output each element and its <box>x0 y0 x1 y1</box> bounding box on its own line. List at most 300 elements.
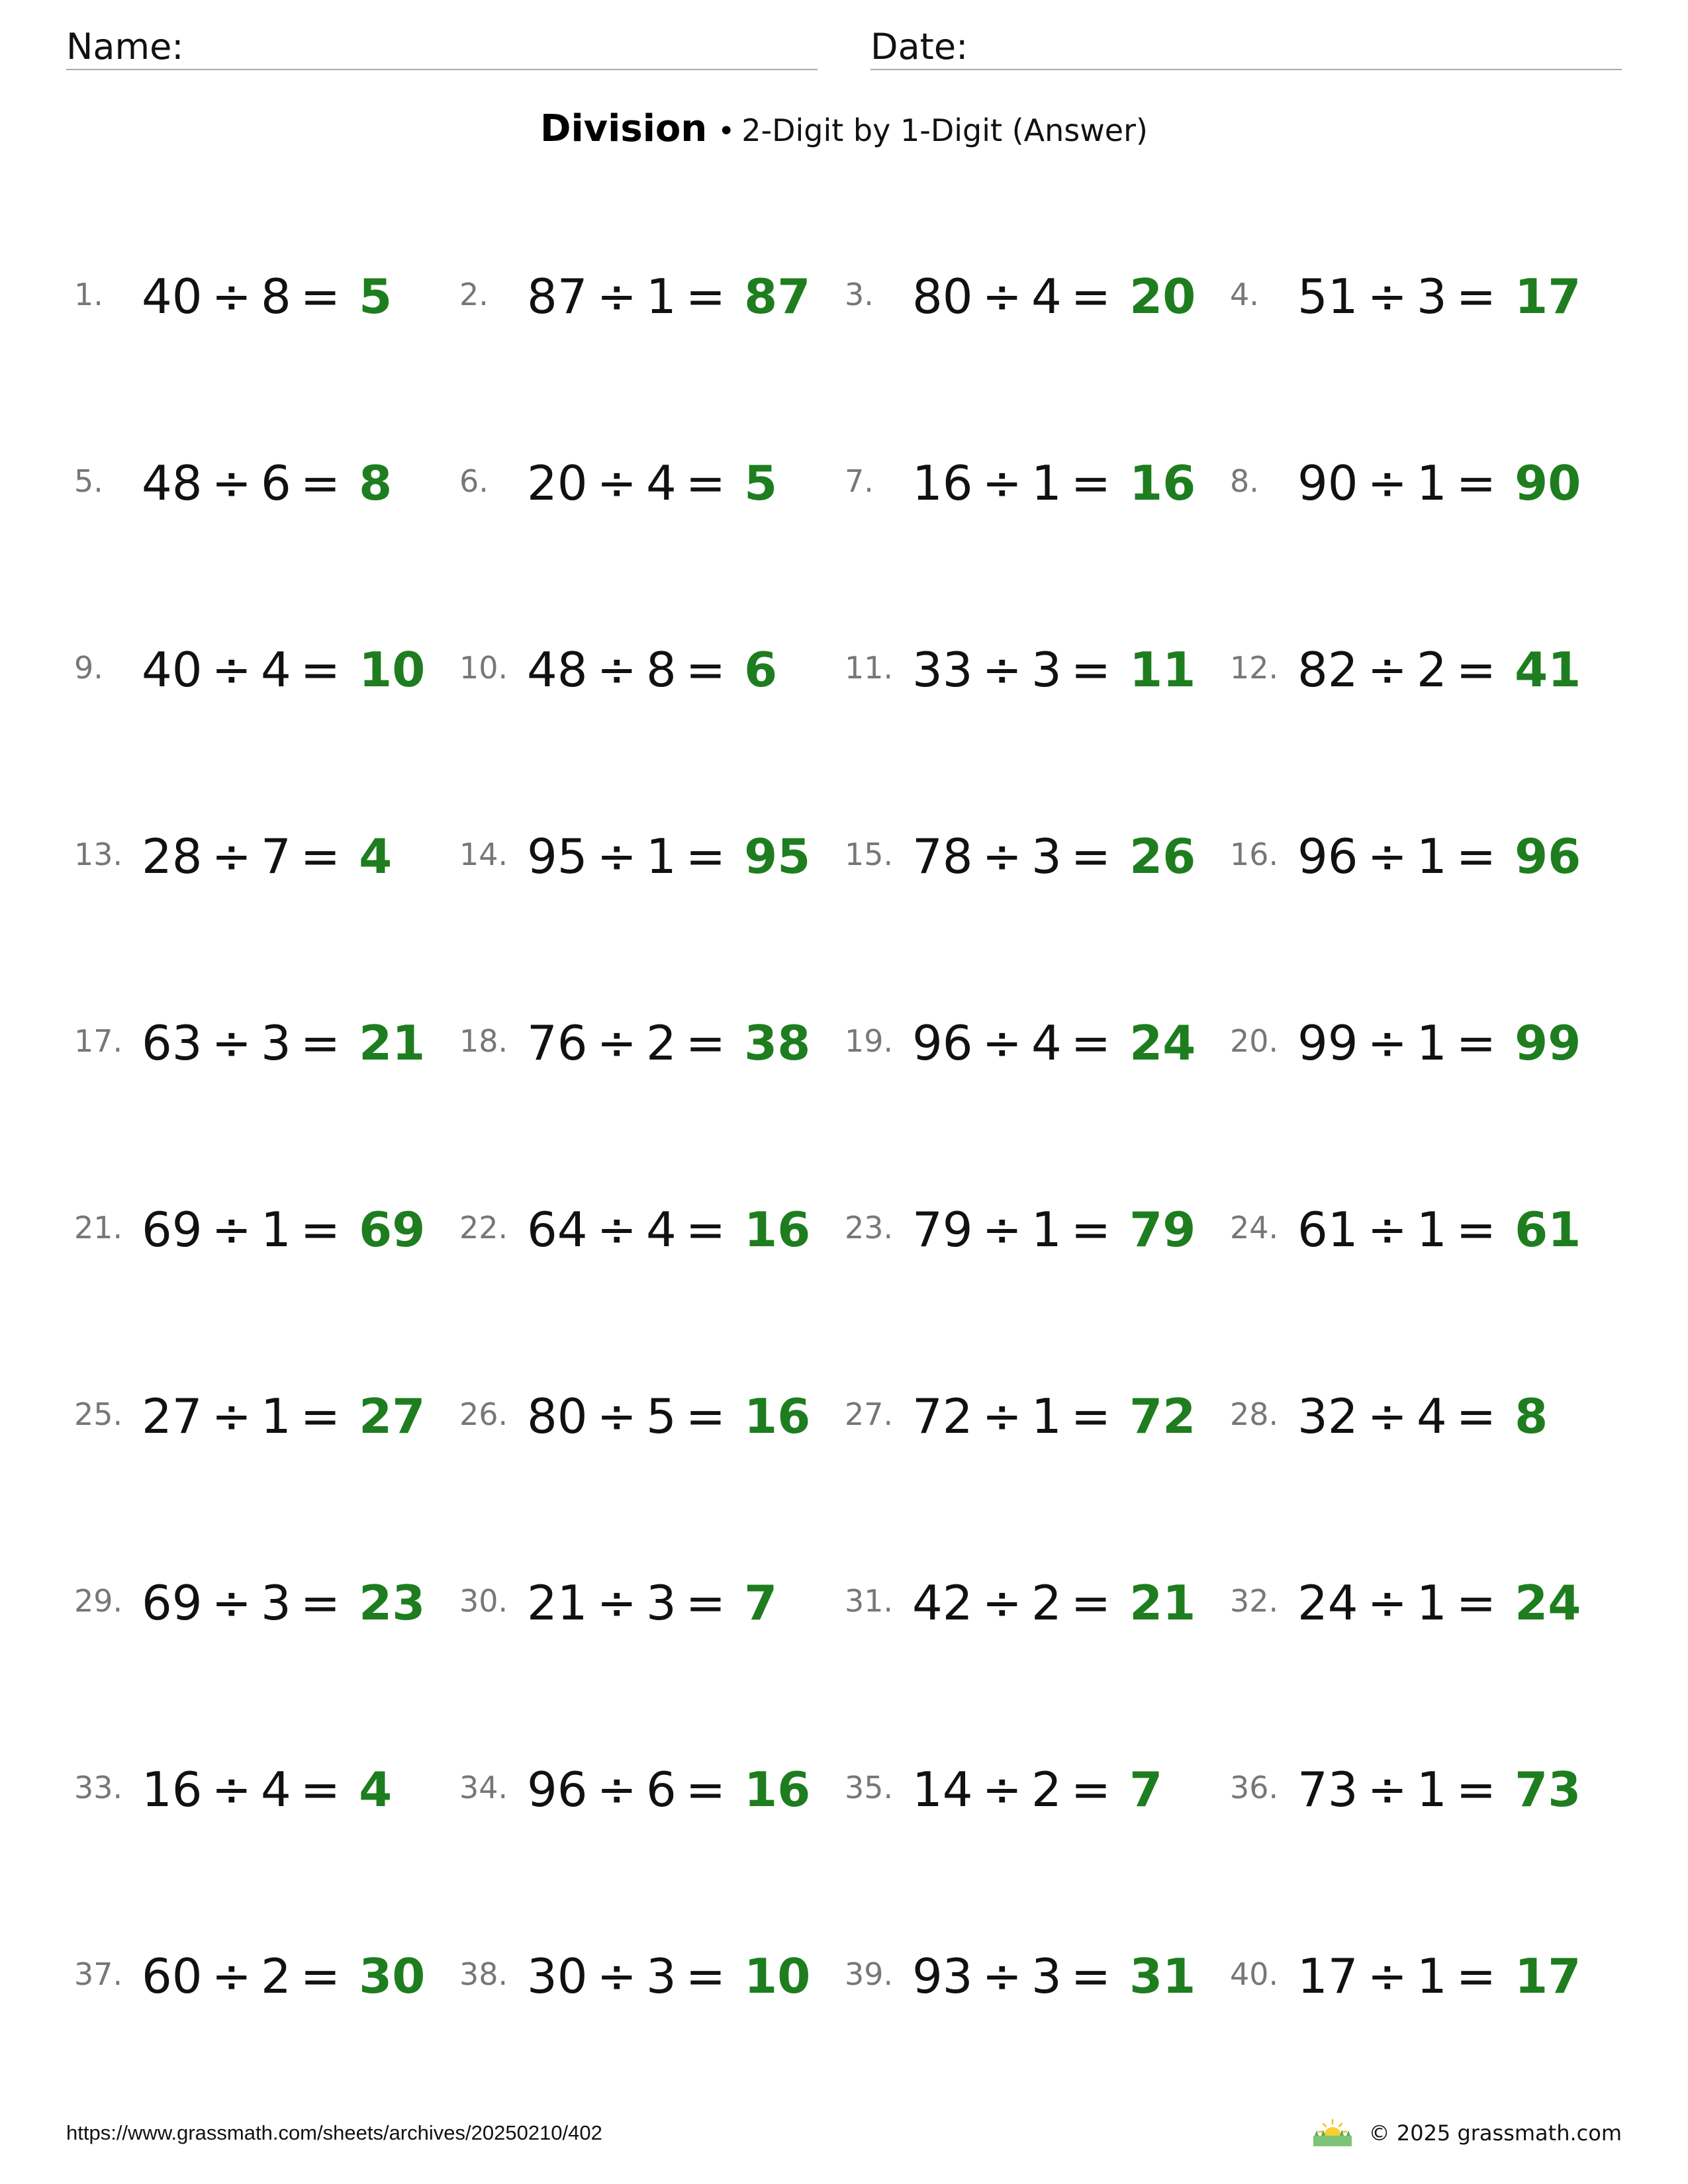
problem-item <box>845 250 1215 336</box>
equals-sign: = <box>300 1575 341 1631</box>
divisor: 1 <box>645 829 677 884</box>
divisor: 3 <box>1031 1948 1062 2004</box>
divisor: 3 <box>260 1015 291 1071</box>
answer: 73 <box>1515 1762 1581 1817</box>
divisor: 3 <box>1416 269 1447 324</box>
dividend: 24 <box>1297 1575 1358 1631</box>
problem-row <box>0 1930 1688 2016</box>
dividend: 48 <box>527 642 588 698</box>
equals-sign: = <box>300 1015 341 1071</box>
equals-sign: = <box>300 1388 341 1444</box>
problem-number: 35. <box>845 1770 894 1805</box>
problem-number: 24. <box>1230 1210 1279 1246</box>
problem-item <box>1230 1370 1601 1456</box>
grass-sun-logo-icon <box>1311 2118 1354 2148</box>
divisor: 2 <box>1031 1762 1062 1817</box>
equals-sign: = <box>685 1762 726 1817</box>
equals-sign: = <box>1456 1388 1497 1444</box>
equals-sign: = <box>1456 642 1497 698</box>
problem-item <box>845 623 1215 709</box>
answer: 99 <box>1515 1015 1581 1071</box>
divisor: 8 <box>645 642 677 698</box>
dividend: 69 <box>142 1575 203 1631</box>
divisor: 1 <box>260 1388 291 1444</box>
problem-number: 12. <box>1230 650 1279 686</box>
problem-item <box>1230 997 1601 1083</box>
dividend: 95 <box>527 829 588 884</box>
problem-item <box>1230 810 1601 896</box>
problem-item <box>1230 1743 1601 1829</box>
answer: 5 <box>359 269 393 324</box>
problem-number: 2. <box>459 277 489 312</box>
problem-item <box>74 1370 445 1456</box>
problem-item <box>74 1930 445 2016</box>
dividend: 93 <box>912 1948 973 2004</box>
dividend: 21 <box>527 1575 588 1631</box>
problem-expression <box>527 830 810 883</box>
problem-number: 4. <box>1230 277 1259 312</box>
equals-sign: = <box>1070 1948 1111 2004</box>
dividend: 40 <box>142 642 203 698</box>
problem-number: 16. <box>1230 837 1279 872</box>
dividend: 96 <box>1297 829 1358 884</box>
divisor: 1 <box>1031 1202 1062 1257</box>
equals-sign: = <box>1070 1202 1111 1257</box>
answer: 38 <box>744 1015 811 1071</box>
divide-operator: ÷ <box>211 269 252 324</box>
dividend: 60 <box>142 1948 203 2004</box>
divisor: 1 <box>1416 455 1447 511</box>
problem-item <box>459 997 830 1083</box>
date-label: Date: <box>870 26 968 68</box>
divide-operator: ÷ <box>211 1762 252 1817</box>
answer: 41 <box>1515 642 1581 698</box>
divisor: 3 <box>260 1575 291 1631</box>
dividend: 28 <box>142 829 203 884</box>
equals-sign: = <box>685 642 726 698</box>
equals-sign: = <box>1070 1575 1111 1631</box>
problem-expression <box>912 643 1196 696</box>
divide-operator: ÷ <box>596 1388 637 1444</box>
divisor: 4 <box>260 642 291 698</box>
problem-number: 27. <box>845 1396 894 1432</box>
answer: 16 <box>744 1762 811 1817</box>
divide-operator: ÷ <box>1367 1762 1407 1817</box>
problem-number: 7. <box>845 463 874 499</box>
divide-operator: ÷ <box>982 1948 1022 2004</box>
problem-number: 23. <box>845 1210 894 1246</box>
dividend: 69 <box>142 1202 203 1257</box>
divisor: 5 <box>645 1388 677 1444</box>
problem-item <box>845 1370 1215 1456</box>
divide-operator: ÷ <box>596 455 637 511</box>
problem-number: 34. <box>459 1770 508 1805</box>
problem-expression <box>527 643 777 696</box>
answer: 24 <box>1129 1015 1196 1071</box>
problem-number: 40. <box>1230 1956 1279 1992</box>
answer: 20 <box>1129 269 1196 324</box>
problem-expression <box>142 457 392 510</box>
divide-operator: ÷ <box>596 642 637 698</box>
divisor: 1 <box>1416 1202 1447 1257</box>
problem-item <box>1230 623 1601 709</box>
problem-number: 11. <box>845 650 894 686</box>
dividend: 64 <box>527 1202 588 1257</box>
divide-operator: ÷ <box>1367 269 1407 324</box>
equals-sign: = <box>1456 1202 1497 1257</box>
dividend: 32 <box>1297 1388 1358 1444</box>
divisor: 1 <box>645 269 677 324</box>
divide-operator: ÷ <box>982 1015 1022 1071</box>
equals-sign: = <box>1456 269 1497 324</box>
problem-row <box>0 997 1688 1083</box>
problem-number: 32. <box>1230 1583 1279 1619</box>
dividend: 80 <box>527 1388 588 1444</box>
divide-operator: ÷ <box>596 1015 637 1071</box>
problem-expression <box>1297 270 1581 323</box>
divide-operator: ÷ <box>1367 829 1407 884</box>
answer: 16 <box>744 1202 811 1257</box>
dividend: 48 <box>142 455 203 511</box>
answer: 16 <box>1129 455 1196 511</box>
divisor: 2 <box>1031 1575 1062 1631</box>
problem-item <box>74 810 445 896</box>
dividend: 79 <box>912 1202 973 1257</box>
divide-operator: ÷ <box>596 829 637 884</box>
equals-sign: = <box>1456 829 1497 884</box>
dividend: 40 <box>142 269 203 324</box>
dividend: 87 <box>527 269 588 324</box>
problem-expression <box>527 1950 810 2003</box>
problem-expression <box>912 830 1196 883</box>
divide-operator: ÷ <box>1367 1575 1407 1631</box>
divide-operator: ÷ <box>1367 1202 1407 1257</box>
problem-expression <box>142 1203 425 1256</box>
answer: 7 <box>1129 1762 1163 1817</box>
answer: 4 <box>359 1762 393 1817</box>
problem-number: 38. <box>459 1956 508 1992</box>
problem-item <box>1230 1557 1601 1643</box>
problem-item <box>845 810 1215 896</box>
equals-sign: = <box>1070 455 1111 511</box>
answer: 10 <box>744 1948 811 2004</box>
dividend: 76 <box>527 1015 588 1071</box>
dividend: 73 <box>1297 1762 1358 1817</box>
problem-item <box>845 1930 1215 2016</box>
answer: 30 <box>359 1948 426 2004</box>
divisor: 6 <box>645 1762 677 1817</box>
problem-item <box>845 1743 1215 1829</box>
date-field[interactable] <box>870 25 1622 70</box>
divisor: 4 <box>1031 1015 1062 1071</box>
problem-expression <box>1297 1390 1548 1443</box>
dividend: 27 <box>142 1388 203 1444</box>
problem-expression <box>142 643 425 696</box>
problem-number: 26. <box>459 1396 508 1432</box>
problem-expression <box>142 270 392 323</box>
equals-sign: = <box>685 829 726 884</box>
footer-copyright-block <box>1311 2118 1622 2148</box>
problem-item <box>74 1183 445 1269</box>
problem-row <box>0 810 1688 896</box>
divisor: 2 <box>645 1015 677 1071</box>
problem-expression <box>912 1017 1196 1069</box>
answer: 61 <box>1515 1202 1581 1257</box>
problem-expression <box>527 1576 777 1629</box>
problem-number: 6. <box>459 463 489 499</box>
answer: 27 <box>359 1388 426 1444</box>
dividend: 90 <box>1297 455 1358 511</box>
footer-copyright: © 2025 grassmath.com <box>1368 2120 1622 2146</box>
divide-operator: ÷ <box>596 1948 637 2004</box>
problem-number: 17. <box>74 1023 123 1059</box>
problem-number: 39. <box>845 1956 894 1992</box>
divisor: 3 <box>1031 829 1062 884</box>
divisor: 1 <box>1031 1388 1062 1444</box>
problem-expression <box>527 1390 810 1443</box>
problem-expression <box>1297 1763 1581 1816</box>
problem-number: 10. <box>459 650 508 686</box>
problem-expression <box>527 1203 810 1256</box>
problem-expression <box>142 1017 425 1069</box>
title-main: Division <box>540 107 708 150</box>
answer: 24 <box>1515 1575 1581 1631</box>
problem-number: 13. <box>74 837 123 872</box>
problem-number: 25. <box>74 1396 123 1432</box>
divisor: 2 <box>260 1948 291 2004</box>
problem-item <box>1230 250 1601 336</box>
dividend: 30 <box>527 1948 588 2004</box>
divisor: 1 <box>1416 1575 1447 1631</box>
equals-sign: = <box>1456 455 1497 511</box>
answer: 26 <box>1129 829 1196 884</box>
problem-number: 3. <box>845 277 874 312</box>
divisor: 3 <box>1031 642 1062 698</box>
dividend: 16 <box>142 1762 203 1817</box>
problem-expression <box>527 1763 810 1816</box>
problem-item <box>459 1930 830 2016</box>
equals-sign: = <box>1456 1015 1497 1071</box>
divide-operator: ÷ <box>1367 642 1407 698</box>
equals-sign: = <box>300 1948 341 2004</box>
problem-expression <box>142 830 392 883</box>
problem-expression <box>912 1763 1162 1816</box>
divide-operator: ÷ <box>211 642 252 698</box>
divisor: 4 <box>260 1762 291 1817</box>
dividend: 33 <box>912 642 973 698</box>
dividend: 61 <box>1297 1202 1358 1257</box>
answer: 21 <box>1129 1575 1196 1631</box>
divisor: 8 <box>260 269 291 324</box>
answer: 87 <box>744 269 811 324</box>
problem-number: 9. <box>74 650 103 686</box>
worksheet-title <box>0 106 1688 161</box>
divisor: 4 <box>645 455 677 511</box>
problem-expression <box>1297 457 1581 510</box>
divisor: 3 <box>645 1575 677 1631</box>
divide-operator: ÷ <box>1367 1948 1407 2004</box>
divide-operator: ÷ <box>1367 1015 1407 1071</box>
equals-sign: = <box>1070 1388 1111 1444</box>
equals-sign: = <box>1456 1948 1497 2004</box>
title-subtitle: 2-Digit by 1-Digit (Answer) <box>741 113 1148 148</box>
problem-item <box>845 997 1215 1083</box>
divide-operator: ÷ <box>211 1388 252 1444</box>
answer: 5 <box>744 455 778 511</box>
equals-sign: = <box>300 269 341 324</box>
divide-operator: ÷ <box>1367 1388 1407 1444</box>
equals-sign: = <box>1070 1015 1111 1071</box>
divisor: 1 <box>1416 829 1447 884</box>
divide-operator: ÷ <box>982 642 1022 698</box>
problem-number: 15. <box>845 837 894 872</box>
answer: 8 <box>359 455 393 511</box>
answer: 79 <box>1129 1202 1196 1257</box>
dividend: 96 <box>912 1015 973 1071</box>
problem-item <box>74 437 445 523</box>
problem-number: 28. <box>1230 1396 1279 1432</box>
answer: 16 <box>744 1388 811 1444</box>
divisor: 2 <box>1416 642 1447 698</box>
footer-url[interactable]: https://www.grassmath.com/sheets/archives/20250210/402 <box>66 2121 602 2144</box>
divisor: 4 <box>1416 1388 1447 1444</box>
dividend: 16 <box>912 455 973 511</box>
problem-item <box>1230 437 1601 523</box>
problem-item <box>459 1557 830 1643</box>
divide-operator: ÷ <box>596 1202 637 1257</box>
answer: 21 <box>359 1015 426 1071</box>
problem-expression <box>1297 1576 1581 1629</box>
problem-item <box>845 1557 1215 1643</box>
divisor: 1 <box>1416 1015 1447 1071</box>
equals-sign: = <box>1456 1762 1497 1817</box>
problem-item <box>1230 1183 1601 1269</box>
divisor: 1 <box>1031 455 1062 511</box>
problem-item <box>459 1183 830 1269</box>
dividend: 99 <box>1297 1015 1358 1071</box>
problem-number: 1. <box>74 277 103 312</box>
answer: 72 <box>1129 1388 1196 1444</box>
problem-expression <box>527 270 810 323</box>
answer: 23 <box>359 1575 426 1631</box>
divide-operator: ÷ <box>596 1762 637 1817</box>
problem-number: 19. <box>845 1023 894 1059</box>
divisor: 1 <box>1416 1762 1447 1817</box>
divisor: 4 <box>1031 269 1062 324</box>
divide-operator: ÷ <box>211 1015 252 1071</box>
problem-number: 14. <box>459 837 508 872</box>
problem-row <box>0 1557 1688 1643</box>
answer: 90 <box>1515 455 1581 511</box>
problem-item <box>459 1370 830 1456</box>
equals-sign: = <box>1070 642 1111 698</box>
problem-item <box>74 1557 445 1643</box>
problem-item <box>74 250 445 336</box>
problem-item <box>459 437 830 523</box>
equals-sign: = <box>300 642 341 698</box>
divide-operator: ÷ <box>211 829 252 884</box>
problem-number: 5. <box>74 463 103 499</box>
divisor: 6 <box>260 455 291 511</box>
answer: 4 <box>359 829 393 884</box>
divide-operator: ÷ <box>982 1202 1022 1257</box>
dividend: 80 <box>912 269 973 324</box>
problem-item <box>74 1743 445 1829</box>
problem-number: 18. <box>459 1023 508 1059</box>
divide-operator: ÷ <box>982 455 1022 511</box>
equals-sign: = <box>1456 1575 1497 1631</box>
equals-sign: = <box>685 455 726 511</box>
equals-sign: = <box>300 1762 341 1817</box>
name-field[interactable] <box>66 25 818 70</box>
equals-sign: = <box>300 829 341 884</box>
problem-expression <box>912 1203 1196 1256</box>
problem-number: 36. <box>1230 1770 1279 1805</box>
answer: 17 <box>1515 1948 1581 2004</box>
answer: 10 <box>359 642 426 698</box>
problem-item <box>459 250 830 336</box>
divide-operator: ÷ <box>211 455 252 511</box>
problem-item <box>459 810 830 896</box>
name-label: Name: <box>66 26 184 68</box>
answer: 6 <box>744 642 778 698</box>
problem-item <box>845 437 1215 523</box>
dividend: 14 <box>912 1762 973 1817</box>
equals-sign: = <box>1070 269 1111 324</box>
divisor: 1 <box>1416 1948 1447 2004</box>
problem-expression <box>142 1950 425 2003</box>
problem-expression <box>142 1390 425 1443</box>
problem-number: 37. <box>74 1956 123 1992</box>
dividend: 96 <box>527 1762 588 1817</box>
divide-operator: ÷ <box>982 1762 1022 1817</box>
answer: 95 <box>744 829 811 884</box>
problem-expression <box>1297 643 1581 696</box>
divide-operator: ÷ <box>982 269 1022 324</box>
dividend: 20 <box>527 455 588 511</box>
divisor: 7 <box>260 829 291 884</box>
dividend: 82 <box>1297 642 1358 698</box>
problem-expression <box>912 1950 1196 2003</box>
dividend: 51 <box>1297 269 1358 324</box>
problem-row <box>0 1370 1688 1456</box>
problem-number: 31. <box>845 1583 894 1619</box>
divide-operator: ÷ <box>982 1388 1022 1444</box>
problem-item <box>74 623 445 709</box>
problem-number: 22. <box>459 1210 508 1246</box>
problem-expression <box>1297 1950 1581 2003</box>
divide-operator: ÷ <box>211 1948 252 2004</box>
title-separator: • <box>718 114 735 148</box>
problem-number: 21. <box>74 1210 123 1246</box>
divide-operator: ÷ <box>596 269 637 324</box>
problem-expression <box>527 1017 810 1069</box>
dividend: 78 <box>912 829 973 884</box>
equals-sign: = <box>300 1202 341 1257</box>
problem-number: 8. <box>1230 463 1259 499</box>
problem-row <box>0 623 1688 709</box>
problem-item <box>845 1183 1215 1269</box>
problem-expression <box>527 457 777 510</box>
equals-sign: = <box>685 269 726 324</box>
answer: 8 <box>1515 1388 1548 1444</box>
problem-row <box>0 250 1688 336</box>
divisor: 3 <box>645 1948 677 2004</box>
equals-sign: = <box>685 1015 726 1071</box>
divide-operator: ÷ <box>211 1575 252 1631</box>
problem-expression <box>142 1763 392 1816</box>
problem-number: 30. <box>459 1583 508 1619</box>
